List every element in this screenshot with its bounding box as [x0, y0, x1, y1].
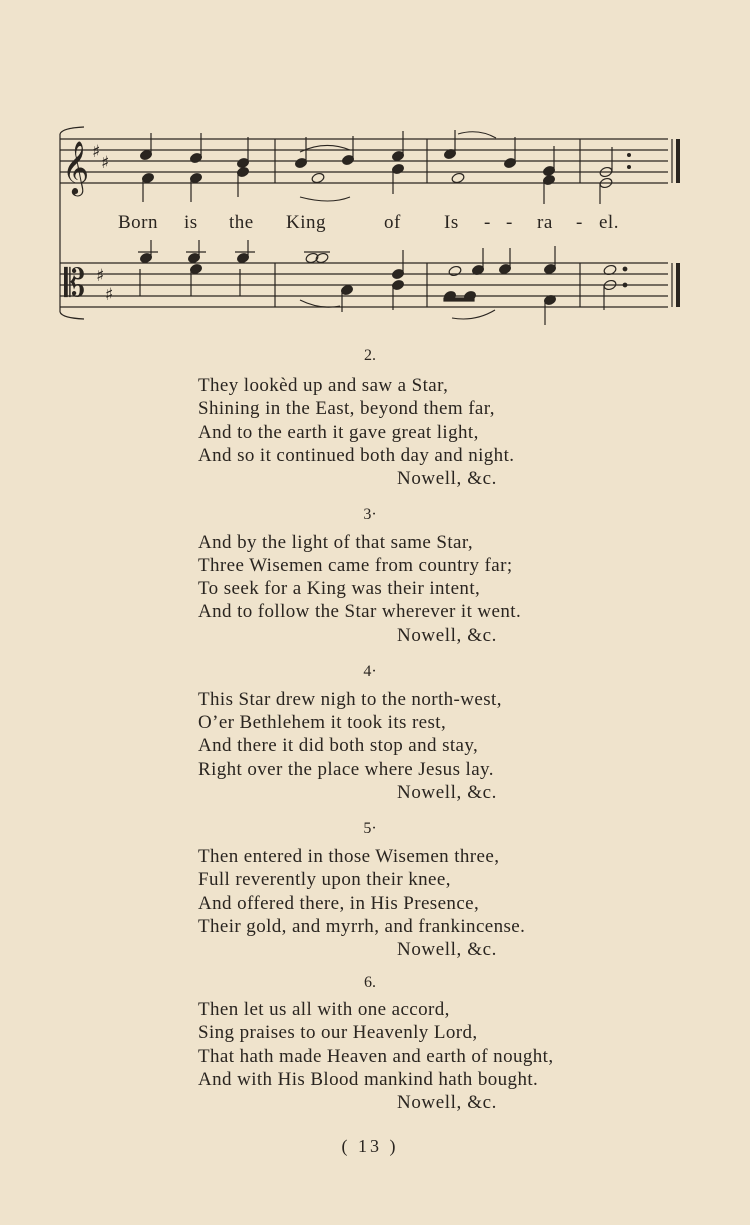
lyric-syllable: el.	[599, 212, 619, 233]
lyric-syllable: Born	[118, 212, 158, 233]
music-score	[0, 0, 750, 340]
verse-line: And there it did both stop and stay,	[198, 735, 479, 756]
verse-line: Full reverently upon their knee,	[198, 869, 451, 890]
page-number: ( 13 )	[341, 1136, 399, 1156]
verse-line: And to the earth it gave great light,	[198, 422, 479, 443]
verse-line: That hath made Heaven and earth of nought,	[198, 1046, 554, 1067]
verse-line: And by the light of that same Star,	[198, 532, 473, 553]
verse-line: And with His Blood mankind hath bought.	[198, 1069, 539, 1090]
treble-clef-icon: 𝄞	[62, 140, 90, 194]
verse-number: 3·	[363, 506, 377, 523]
verse-line: Three Wisemen came from country far;	[198, 555, 513, 576]
verse-line: Then entered in those Wisemen three,	[198, 846, 500, 867]
svg-text:♯: ♯	[105, 285, 114, 305]
verse-line: Their gold, and myrrh, and frankincense.	[198, 916, 526, 937]
svg-text:♯: ♯	[92, 142, 101, 162]
lyric-syllable: Is	[444, 212, 459, 233]
refrain: Nowell, &c.	[397, 625, 497, 646]
alto-clef-icon: 𝄡	[64, 261, 86, 305]
lyric-syllable: of	[384, 212, 401, 233]
verse-number: 5·	[363, 820, 377, 837]
verse-number: 4·	[363, 663, 377, 680]
refrain: Nowell, &c.	[397, 468, 497, 489]
verse-line: Right over the place where Jesus lay.	[198, 759, 494, 780]
verse-line: To seek for a King was their intent,	[198, 578, 481, 599]
verse-line: O’er Bethlehem it took its rest,	[198, 712, 447, 733]
lyric-syllable: -	[576, 212, 583, 233]
verse-line: And offered there, in His Presence,	[198, 893, 480, 914]
refrain: Nowell, &c.	[397, 782, 497, 803]
verse-line: This Star drew nigh to the north-west,	[198, 689, 502, 710]
verse-line: They lookèd up and saw a Star,	[198, 375, 449, 396]
lyric-syllable: -	[506, 212, 513, 233]
lyric-syllable: is	[184, 212, 198, 233]
lyric-syllable: ra	[537, 212, 553, 233]
lyric-syllable: the	[229, 212, 254, 233]
refrain: Nowell, &c.	[397, 939, 497, 960]
svg-text:♯: ♯	[101, 153, 110, 173]
verse-line: And to follow the Star wherever it went.	[198, 601, 522, 622]
bass-staff	[60, 263, 668, 307]
verse-line: Then let us all with one accord,	[198, 999, 450, 1020]
verse-number: 2.	[364, 347, 376, 364]
lyric-syllable: -	[484, 212, 491, 233]
verse-line: Shining in the East, beyond them far,	[198, 398, 495, 419]
lyric-syllable: King	[286, 212, 326, 233]
verse-line: And so it continued both day and night.	[198, 445, 515, 466]
refrain: Nowell, &c.	[397, 1092, 497, 1113]
verse-line: Sing praises to our Heavenly Lord,	[198, 1022, 478, 1043]
svg-text:♯: ♯	[96, 266, 105, 286]
verse-number: 6.	[364, 974, 376, 991]
score-lyrics	[0, 212, 750, 236]
